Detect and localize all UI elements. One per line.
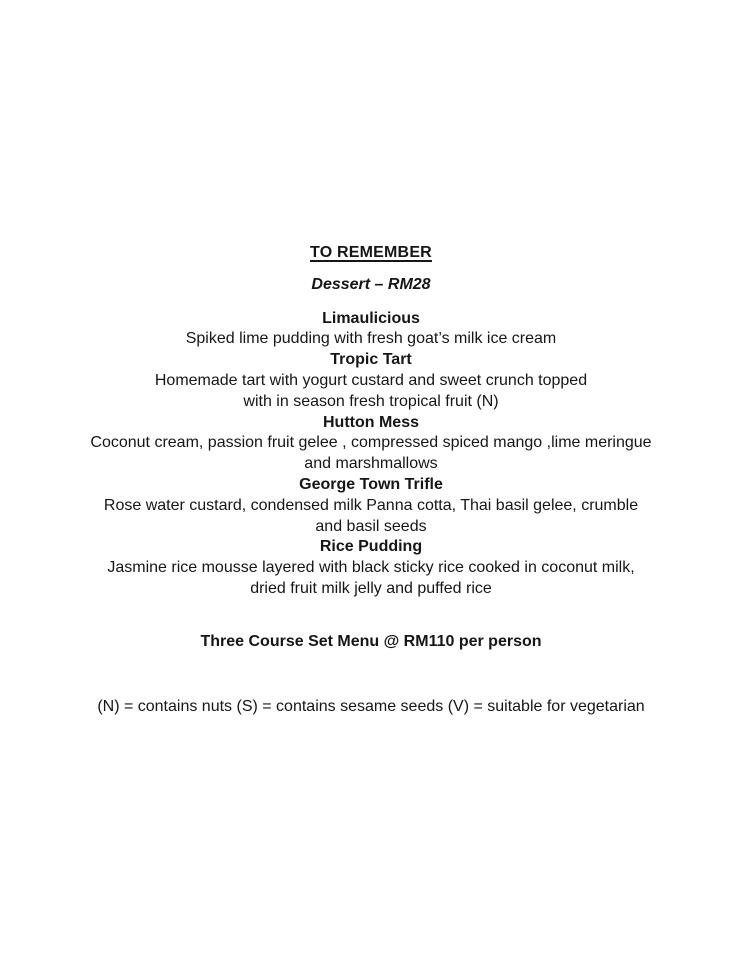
menu-items xyxy=(0,309,742,600)
item-desc-line: Jasmine rice mousse layered with black sticky rice cooked in coconut milk, xyxy=(107,559,635,577)
item-name: Hutton Mess xyxy=(323,413,419,431)
menu-item xyxy=(0,537,742,599)
item-desc-line: and marshmallows xyxy=(304,455,438,473)
item-name: Limaulicious xyxy=(322,309,420,327)
menu-item xyxy=(0,413,742,475)
menu-item xyxy=(0,475,742,537)
item-desc-line: with in season fresh tropical fruit (N) xyxy=(243,392,499,410)
item-desc-line: dried fruit milk jelly and puffed rice xyxy=(250,579,492,597)
item-desc-line: Spiked lime pudding with fresh goat’s milk ice cream xyxy=(185,330,557,348)
item-desc-line: and basil seeds xyxy=(315,517,427,535)
allergen-legend: (N) = contains nuts (S) = contains sesame seeds (V) = suitable for vegetarian xyxy=(97,697,645,715)
item-desc-line: Rose water custard, condensed milk Panna cotta, Thai basil gelee, crumble xyxy=(103,496,639,514)
menu-title: TO REMEMBER xyxy=(310,244,432,261)
set-menu-note: Three Course Set Menu @ RM110 per person xyxy=(200,632,542,650)
menu-item xyxy=(0,350,742,412)
item-name: Rice Pudding xyxy=(319,538,423,556)
item-desc-line: Coconut cream, passion fruit gelee , compressed spiced mango ,lime meringue xyxy=(90,434,652,452)
menu-subtitle: Dessert – RM28 xyxy=(311,275,431,293)
item-desc-line: Homemade tart with yogurt custard and sweet crunch topped xyxy=(154,371,588,389)
item-name: George Town Trifle xyxy=(299,475,443,493)
item-name: Tropic Tart xyxy=(330,351,412,369)
menu-item xyxy=(0,309,742,351)
